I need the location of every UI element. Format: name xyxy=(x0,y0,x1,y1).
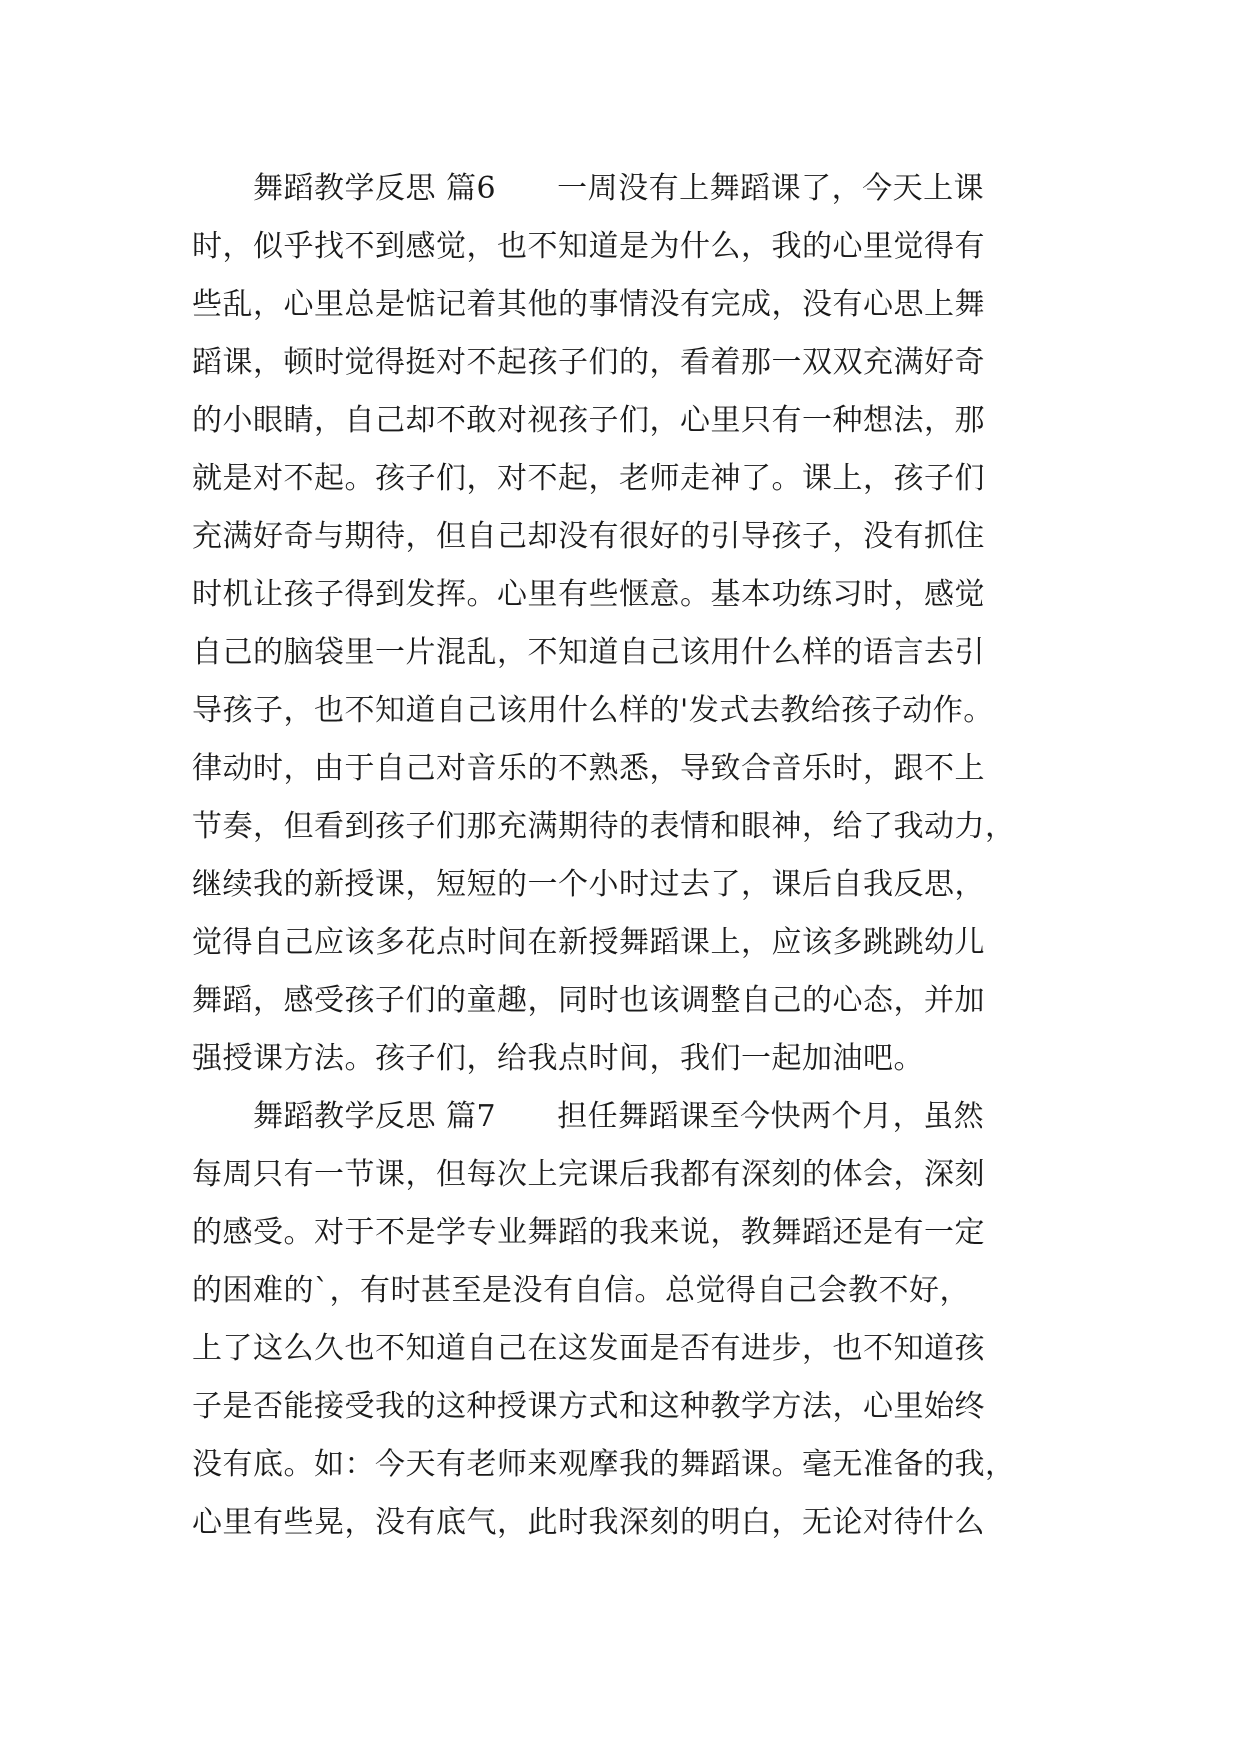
text-line: 心里有些晃，没有底气，此时我深刻的明白，无论对待什么 xyxy=(192,1505,985,1540)
text-line: 的困难的`，有时甚至是没有自信。总觉得自己会教不好， xyxy=(192,1273,970,1308)
text-line: 时，似乎找不到感觉，也不知道是为什么，我的心里觉得有 xyxy=(192,229,985,264)
text-line: 强授课方法。孩子们，给我点时间，我们一起加油吧。 xyxy=(192,1041,924,1076)
text-line: 律动时，由于自己对音乐的不熟悉，导致合音乐时，跟不上 xyxy=(192,751,985,786)
text-line: 上了这么久也不知道自己在这发面是否有进步，也不知道孩 xyxy=(192,1331,985,1366)
text-line: 舞蹈教学反思 篇7 担任舞蹈课至今快两个月，虽然 xyxy=(192,1099,985,1134)
text-line: 时机让孩子得到发挥。心里有些惬意。基本功练习时，感觉 xyxy=(192,577,985,612)
body-text xyxy=(192,160,1072,1552)
text-line: 节奏，但看到孩子们那充满期待的表情和眼神，给了我动力， xyxy=(192,809,1016,844)
text-line: 充满好奇与期待，但自己却没有很好的引导孩子，没有抓住 xyxy=(192,519,985,554)
text-line: 的感受。对于不是学专业舞蹈的我来说，教舞蹈还是有一定 xyxy=(192,1215,985,1250)
text-line: 自己的脑袋里一片混乱，不知道自己该用什么样的语言去引 xyxy=(192,635,985,670)
text-line: 舞蹈教学反思 篇6 一周没有上舞蹈课了，今天上课 xyxy=(192,171,985,206)
text-line: 导孩子，也不知道自己该用什么样的'发式去教给孩子动作。 xyxy=(192,693,994,728)
text-line: 些乱，心里总是惦记着其他的事情没有完成，没有心思上舞 xyxy=(192,287,985,322)
text-line: 蹈课，顿时觉得挺对不起孩子们的，看着那一双双充满好奇 xyxy=(192,345,985,380)
text-line: 觉得自己应该多花点时间在新授舞蹈课上，应该多跳跳幼儿 xyxy=(192,925,985,960)
text-line: 子是否能接受我的这种授课方式和这种教学方法，心里始终 xyxy=(192,1389,985,1424)
text-line: 每周只有一节课，但每次上完课后我都有深刻的体会，深刻 xyxy=(192,1157,985,1192)
text-line: 的小眼睛，自己却不敢对视孩子们，心里只有一种想法，那 xyxy=(192,403,985,438)
text-line: 没有底。如：今天有老师来观摩我的舞蹈课。毫无准备的我， xyxy=(192,1447,1016,1482)
text-line: 舞蹈，感受孩子们的童趣，同时也该调整自己的心态，并加 xyxy=(192,983,985,1018)
text-line: 继续我的新授课，短短的一个小时过去了，课后自我反思， xyxy=(192,867,985,902)
text-line: 就是对不起。孩子们，对不起，老师走神了。课上，孩子们 xyxy=(192,461,985,496)
